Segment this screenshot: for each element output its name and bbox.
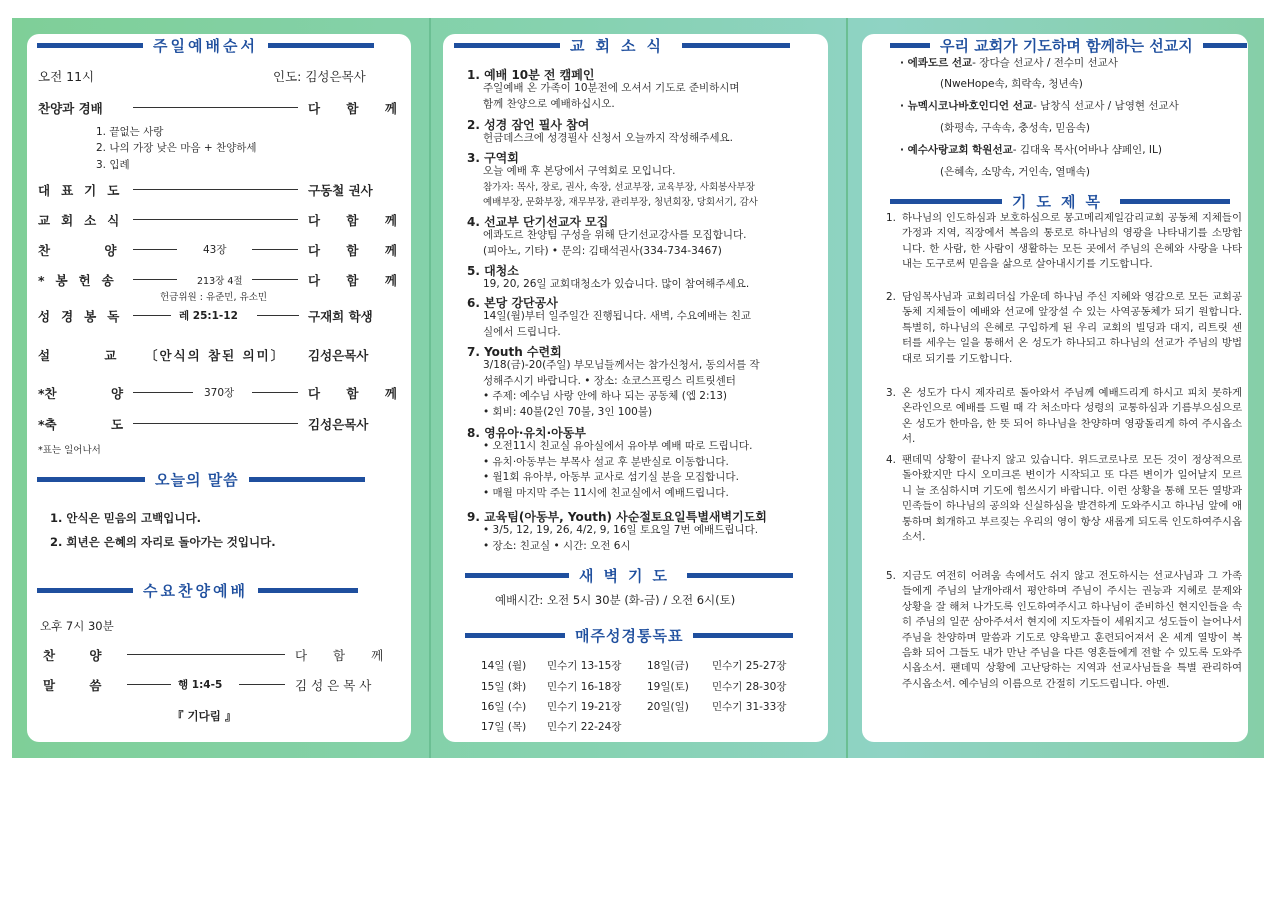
bible-day: 16일 (수) [481,701,527,713]
news-item-body: 헌금데스크에 성경필사 신청서 오늘까지 작성해주세요. [483,132,733,144]
fold-line [846,18,848,758]
news-item-body: 주일예배 온 가족이 10분전에 오셔서 기도로 준비하시며 함께 찬양으로 예배하십시오. [483,82,740,110]
offering-note: 헌금위원 : 유준민, 유소민 [160,292,268,303]
prayer-topic: 1. 하나님의 인도하심과 보호하심으로 몽고메리제일감리교회 공동체 지체들이 가정과 지역, 직장에서 복음의 통로로 하나님의 영광을 나타내기를 소망합니다. 한 사람, 한 사람이 생활하는 모든 곳에서 주님의 은혜와 사랑을 나타내는 도구로써 믿음을 삶으로 살아내시기를 기도합니다. [886,212,1242,271]
order-name: 찬 양 [38,243,117,258]
news-item-body: 3/18(금)-20(주일) 부모님들께서는 참가신청서, 동의서를 작 성해주시기 바랍니다. • 장소: 쇼코스프링스 리트릿센터 • 주제: 예수님 사랑 안에 하나 되는 공동체 (엡 2:13) • 회비: 40불(2인 70불, 3인 100불) [483,359,760,418]
order-detail: 213장 4절 [197,276,243,287]
news-item-title: 2. 성경 잠언 필사 참여 [467,118,590,132]
news-item-title: 5. 대청소 [467,264,519,278]
order-name: *축 도 [38,417,124,432]
fold-line [429,18,431,758]
prayer-topic: 3. 온 성도가 다시 제자리로 돌아와서 주님께 예배드리게 하시고 피치 못하게 온라인으로 예배를 드릴 때 각 처소마다 성령의 교통하심과 기름부으심으로 온 성도가 한마음, 한 뜻 되어 하나님을 찬양하며 영광돌리게 하여 주시옵소서. [886,387,1242,446]
dawn-prayer-heading: 새벽기도 [465,565,793,586]
order-person: 다 함 께 [308,213,408,228]
prayer-topic: 4. 팬데믹 상황이 끝나지 않고 있습니다. 위드코로나로 모든 것이 정상적으로 돌아왔지만 다시 오미크론 변이가 시작되고 또 다른 변이가 일어날지 모르니 늘 조심하시며 기도에 힘쓰시기 바랍니다. 이런 상황을 통해 모든 열방과 민족들이 하나님의 공의와 신실하심을 발견하게 도와주시고 하나님 앞에 애통하며 회개하고 부르짖는 우리의 영이 항상 새롭게 되도록 인도하여주시옵소서. [886,454,1242,544]
order-name: 찬양과 경배 [38,101,103,116]
bible-day: 15일 (화) [481,681,527,693]
order-person: 다 함 께 [308,273,408,288]
order-detail: 43장 [203,244,227,256]
wed-order-name: 말 씀 [43,678,102,693]
order-name: *봉헌송 [38,273,125,288]
mission-groups: (화평속, 구속속, 충성속, 믿음속) [940,122,1090,134]
bible-day: 14일 (월) [481,660,527,672]
order-detail: 레 25:1-12 [179,310,238,322]
order-name: 교회소식 [38,213,131,228]
mission-prayer-panel [862,34,1248,742]
news-item-title: 7. Youth 수련회 [467,345,562,359]
church-news-heading: 교회소식 [454,35,790,56]
news-item-body: 19, 20, 26일 교회대청소가 있습니다. 많이 참여해주세요. [483,278,750,290]
wed-order-person: 다 함 께 [295,648,395,663]
news-item-title: 4. 선교부 단기선교자 모집 [467,215,609,229]
wed-order-detail: 행 1:4-5 [178,679,223,691]
bible-reading: 민수기 22-24장 [547,721,622,733]
mission-item: · 에콰도르 선교- 장다슬 선교사 / 전수미 선교사 [900,57,1118,69]
worship-time: 오전 11시 [38,69,95,84]
mission-heading: 우리 교회가 기도하며 함께하는 선교지 [890,35,1247,56]
order-name: 설 교 [38,348,117,363]
news-item-title: 3. 구역회 [467,151,519,165]
todays-word-heading: 오늘의 말씀 [37,469,365,490]
news-item-body: 14일(월)부터 일주일간 진행됩니다. 새벽, 수요예배는 친교 실에서 드립니다. [483,310,752,338]
mission-groups: (NweHope속, 희락속, 청년속) [940,78,1083,90]
order-name: *찬 양 [38,386,124,401]
bible-reading: 민수기 25-27장 [712,660,787,672]
wed-order-person: 김성은목사 [295,678,376,693]
bible-day: 17일 (목) [481,721,527,733]
dawn-prayer-time: 예배시간: 오전 5시 30분 (화-금) / 오전 6시(토) [495,593,736,607]
order-person: 김성은목사 [308,348,369,363]
order-name: 대표기도 [38,183,131,198]
order-person: 다 함 께 [308,243,408,258]
mission-item: · 예수사랑교회 학원선교- 김대욱 목사(어바나 샴페인, IL) [900,144,1162,156]
news-item-title: 1. 예배 10분 전 캠페인 [467,68,595,82]
prayer-topic: 2. 담임목사님과 교회리더십 가운데 하나님 주신 지혜와 영감으로 모든 교회공동체 지체들이 예배와 선교에 앞장설 수 있는 사역공동체가 되기 원합니다. 특별히, 하나님의 은혜로 구입하게 된 우리 교회의 빌딩과 대지, 리트릿 센터를 세우는 일을 통해서 온 성도가 하나되고 하나님의 선교가 주님의 방법대로 되기를 기도합니다. [886,291,1242,365]
worship-order-panel [27,34,411,742]
bible-reading: 민수기 19-21장 [547,701,622,713]
word-point: 1. 안식은 믿음의 고백입니다. [50,511,201,525]
bible-reading: 민수기 16-18장 [547,681,622,693]
news-item-body: • 3/5, 12, 19, 26, 4/2, 9, 16일 토요일 7번 예배드립니다. • 장소: 친교실 • 시간: 오전 6시 [483,524,759,552]
bible-reading-heading: 매주성경통독표 [465,625,793,646]
song-item: 1. 끝없는 사랑 [96,126,164,138]
wednesday-service-heading: 수요찬양예배 [37,580,358,601]
news-item-body: 에콰도르 찬양팀 구성을 위해 단기선교강사를 모집합니다. (피아노, 기타) • 문의: 김태석권사(334-734-3467) [483,229,747,257]
order-person: 구재희 학생 [308,309,373,324]
worship-leader: 인도: 김성은목사 [273,69,366,84]
order-person: 구동철 권사 [308,183,373,198]
news-item-body: 오늘 예배 후 본당에서 구역회로 모입니다. 참가자: 목사, 장로, 권사, 속장, 선교부장, 교육부장, 사회봉사부장 예배부장, 문화부장, 재무부장, 관리부장, 청년회장, 당회서기, 감사 [483,165,758,208]
bible-reading: 민수기 28-30장 [712,681,787,693]
news-item-title: 6. 본당 강단공사 [467,296,558,310]
bible-reading: 민수기 31-33장 [712,701,787,713]
order-person: 김성은목사 [308,417,369,432]
bible-reading: 민수기 13-15장 [547,660,622,672]
mission-groups: (은혜속, 소망속, 거인속, 열매속) [940,166,1090,178]
church-news-panel [443,34,828,742]
mission-item: · 뉴멕시코나바호인디언 선교- 남창식 선교사 / 남영현 선교사 [900,100,1179,112]
order-detail: 370장 [204,387,235,399]
order-name: 성경봉독 [38,309,131,324]
prayer-topic: 5. 지금도 여전히 어려움 속에서도 쉬지 않고 전도하시는 선교사님과 그 가족들에게 주님의 날개아래서 평안하며 주님이 주시는 권능과 지혜로 문제와 상황을 잘 해쳐 나가도록 인도하여주시고 하나님이 준비하신 현지인들을 속히 주님의 일꾼 삼아주셔서 현지에 지도자들이 세워지고 성도들이 늘어나서 주님을 찬양하며 말씀과 기도로 양육받고 훈련되어져서 온 세계 열방이 복음화 되어 그들도 내가 만난 주님을 다른 영혼들에게 전할 수 있도록 도와주시옵소서. 팬데믹 상황에 고난당하는 지역과 선교사님들을 특별 관리하여 주시옵소서. 예수님의 이름으로 간절히 기도드립니다. 아멘. [886,570,1242,690]
bible-day: 20일(일) [647,701,689,713]
prayer-topics-heading: 기도제목 [890,191,1230,212]
bible-day: 19일(토) [647,681,689,693]
song-item: 3. 입례 [96,159,130,171]
order-person: 다 함 께 [308,386,408,401]
wed-order-name: 찬 양 [43,648,102,663]
order-person: 다 함 께 [308,101,408,116]
song-item: 2. 나의 가장 낮은 마음 + 찬양하세 [96,142,257,154]
news-item-body: • 오전11시 친교실 유아실에서 유아부 예배 따로 드립니다. • 유치·아동부는 부목사 설교 후 분반실로 이동합니다. • 월1회 유아부, 아동부 교사로 섬기실 분을 모집합니다. • 매월 마지막 주는 11시에 친교실에서 예배드립니다. [483,440,753,499]
news-item-title: 8. 영유아·유치·아동부 [467,426,586,440]
order-detail: 〔안식의 참된 의미〕 [145,348,286,363]
news-item-title: 9. 교육팀(아동부, Youth) 사순절토요일특별새벽기도회 [467,510,767,524]
stand-note: *표는 일어나서 [38,445,101,456]
bible-day: 18일(금) [647,660,689,672]
wednesday-time: 오후 7시 30분 [40,619,114,633]
wednesday-closing: 『 기다림 』 [172,709,237,723]
word-point: 2. 희년은 은혜의 자리로 돌아가는 것입니다. [50,535,276,549]
worship-order-heading: 주일예배순서 [37,35,374,56]
